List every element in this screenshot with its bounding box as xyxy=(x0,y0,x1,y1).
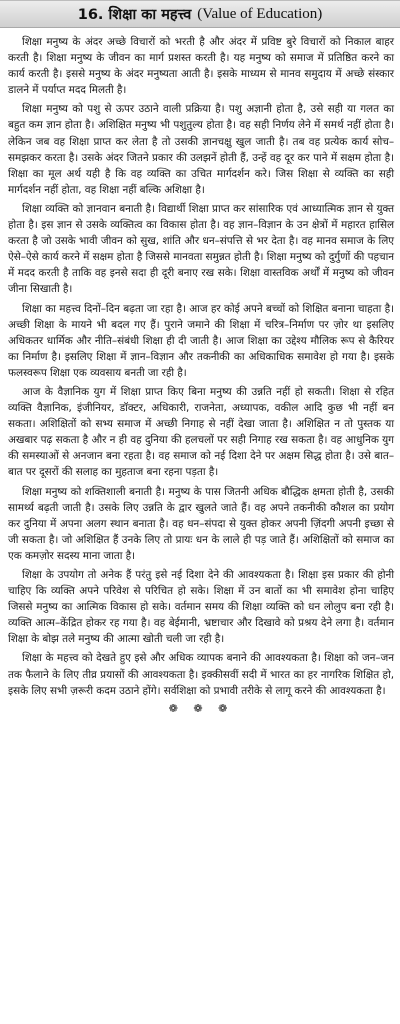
paragraph-2: शिक्षा मनुष्य को पशु से ऊपर उठाने वाली प्रक्रिया है। पशु अज्ञानी होता है, उसे सही या गलत का बहुत कम ज्ञान होता है। अशिक्षित मनुष्य भी पशुतुल्य होता है। वह सही निर्णय लेने में समर्थ नहीं होता है। लेकिन जब वह शिक्षा प्राप्त कर लेता है तो उसकी ज्ञानचक्षु खुल जाती है। तब वह प्रत्येक कार्य सोच–समझकर करता है। उसके अंदर जितने प्रकार की उलझनें होती हैं, उन्हें वह दूर कर पाने में सक्षम होता है। शिक्षा का मूल अर्थ यही है कि वह व्यक्ति का उचित मार्गदर्शन करे। जिस शिक्षा से व्यक्ति का सही मार्गदर्शन नहीं होता, वह शिक्षा नहीं बल्कि अशिक्षा है। xyxy=(8,103,394,196)
ornament-icon: ❁ ❁ ❁ xyxy=(168,701,234,715)
title-english: (Value of Education) xyxy=(197,5,323,22)
paragraph-7: शिक्षा के उपयोग तो अनेक हैं परंतु इसे नई दिशा देने की आवश्यकता है। शिक्षा इस प्रकार की होनी चाहिए कि व्यक्ति अपने परिवेश से परिचित हो सके। शिक्षा में उन बातों का भी समावेश होना चाहिए जिससे मनुष्य का आत्मिक विकास हो सके। वर्तमान समय की शिक्षा व्यक्ति को धन लोलुप बना रही है। व्यक्ति आत्म–केंद्रित होकर रह गया है। वह बेईमानी, भ्रष्टाचार और दिखावे को प्रश्रय देने लगा है। वर्तमान शिक्षा के बोझ तले मनुष्य की आत्मा खोती चली जा रही है। xyxy=(8,569,394,646)
title-bar xyxy=(0,0,400,28)
paragraph-8: शिक्षा के महत्त्व को देखते हुए इसे और अधिक व्यापक बनाने की आवश्यकता है। शिक्षा को जन–जन तक फैलाने के लिए तीव्र प्रयासों की आवश्यकता है। इक्कीसवीं सदी में भारत का हर नागरिक शिक्षित हो, इसके लिए सभी ज़रूरी कदम उठाने होंगे। सर्वशिक्षा को प्रभावी तरीके से लागू करने की आवश्यकता है। xyxy=(8,652,394,697)
paragraph-4: शिक्षा का महत्त्व दिनों–दिन बढ़ता जा रहा है। आज हर कोई अपने बच्चों को शिक्षित बनाना चाहता है। अच्छी शिक्षा के मायने भी बदल गए हैं। पुराने जमाने की शिक्षा में चरित्र–निर्माण पर ज़ोर था इसलिए अधिकतर धार्मिक और नीति–संबंधी शिक्षा ही दी जाती है। आज शिक्षा का उद्देश्य मौलिक रूप से कैरियर का निर्माण है। इसलिए शिक्षा में ज्ञान–विज्ञान और तकनीकी का अधिकाधिक समावेश हो गया है। इसके फलस्वरूप शिक्षा एक व्यवसाय बनती जा रही है। xyxy=(8,302,394,379)
paragraph-6: शिक्षा मनुष्य को शक्तिशाली बनाती है। मनुष्य के पास जितनी अधिक बौद्धिक क्षमता होती है, उसकी सामर्थ्य बढ़ती जाती है। उसके लिए उन्नति के द्वार खुलते जाते हैं। वह अपने तकनीकी कौशल का प्रयोग कर दुनिया में अपना अलग स्थान बनाता है। वह धन–संपदा से युक्त होकर अपनी ज़िंदगी अपनी इच्छा से जी सकता है। जो अशिक्षित हैं उनके लिए तो प्रायः धन के लाले ही पड़ जाते हैं। अशिक्षितों को समाज का एक कमज़ोर सदस्य माना जाता है। xyxy=(8,485,394,562)
paragraph-1: शिक्षा मनुष्य के अंदर अच्छे विचारों को भरती है और अंदर में प्रविष्ट बुरे विचारों को निकाल बाहर करती है। शिक्षा मनुष्य के जीवन का मार्ग प्रशस्त करती है। यह मनुष्य को समाज में प्रतिष्ठित करने का कार्य करती है। इससे मनुष्य के अंदर मनुष्यता आती है। इसके माध्यम से मानव समुदाय में अच्छे संस्कार डालने में पर्याप्त मदद मिलती है। xyxy=(8,36,394,97)
title-hindi: 16. शिक्षा का महत्त्व xyxy=(77,7,192,23)
paragraph-3: शिक्षा व्यक्ति को ज्ञानवान बनाती है। विद्यार्थी शिक्षा प्राप्त कर सांसारिक एवं आध्यात्मिक ज्ञान से युक्त होता है। इस ज्ञान से उसके व्यक्तित्व का विकास होता है। वह ज्ञान–विज्ञान के उन क्षेत्रों में महारत हासिल करता है जो उसके भावी जीवन को सुख, शांति और धन–संपत्ति से भर देता है। वह मानव समाज के लिए ऐसे–ऐसे कार्य करने में सक्षम होता है जिससे मानवता समुन्नत होती है। शिक्षा मनुष्य को दुर्गुणों की पहचान में मदद करती है ताकि वह इनसे सदा ही दूरी बनाए रख सके। शिक्षा वास्तविक अर्थों में मनुष्य को जीवन जीना सिखाती है। xyxy=(8,202,394,296)
paragraph-5: आज के वैज्ञानिक युग में शिक्षा प्राप्त किए बिना मनुष्य की उन्नति नहीं हो सकती। शिक्षा से रहित व्यक्ति वैज्ञानिक, इंजीनियर, डॉक्टर, अधिकारी, राजनेता, अध्यापक, वकील आदि कुछ भी नहीं बन सकता। अशिक्षितों को सभ्य समाज में अच्छी निगाह से नहीं देखा जाता है। अशिक्षित न तो पुस्तक या अखबार पढ़ सकता है और न ही वह दुनिया की हलचलों पर सही निगाह रख सकता है। वह आधुनिक युग की समस्याओं से अनजान बना रहता है। वह समाज को नई दिशा देने पर अक्षम सिद्ध होता है। उसे बात–बात पर दूसरों की सलाह का मुहताज बना रहना पड़ता है। xyxy=(8,385,394,479)
